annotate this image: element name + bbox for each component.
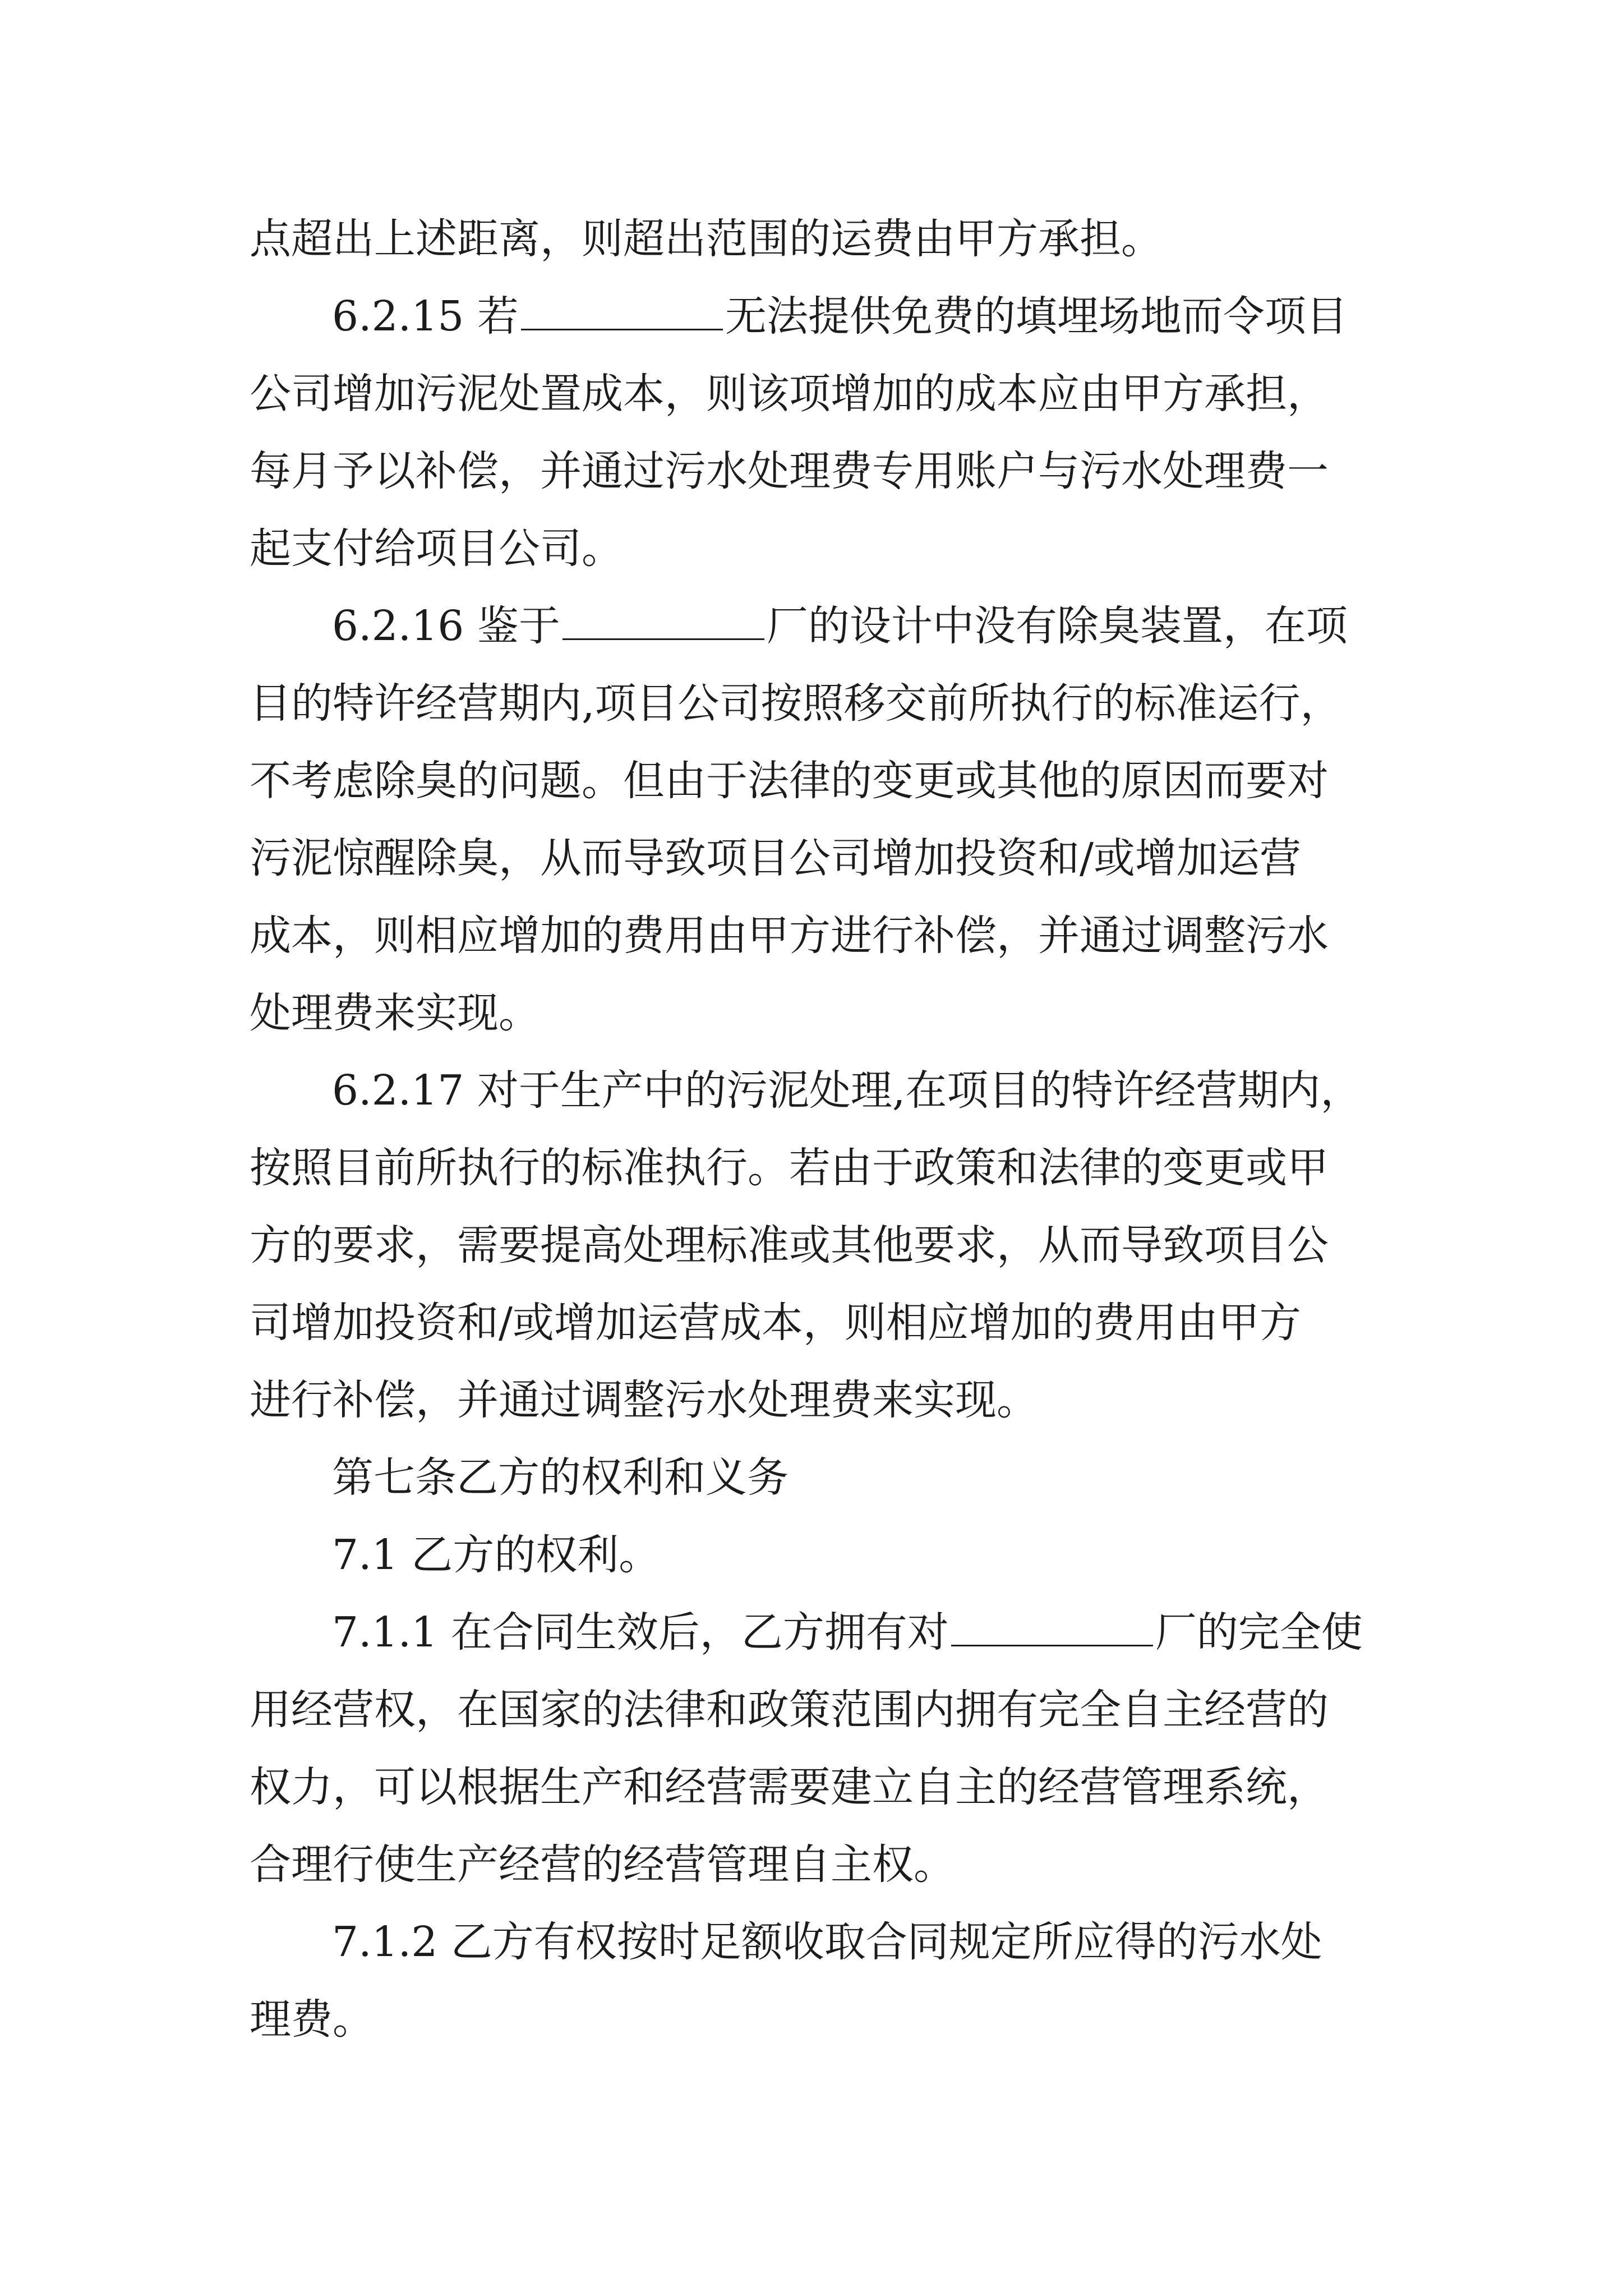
paragraph-line: 每月予以补偿，并通过污水处理费专用账户与污水处理费一 bbox=[250, 447, 1329, 495]
paragraph-line: 公司增加污泥处置成本，则该项增加的成本应由甲方承担， bbox=[250, 370, 1329, 418]
paragraph-line: 目的特许经营期内,项目公司按照移交前所执行的标准运行， bbox=[250, 679, 1342, 728]
paragraph-line: 处理费来实现。 bbox=[250, 989, 540, 1037]
paragraph-line: 起支付给项目公司。 bbox=[250, 524, 623, 573]
paragraph-line: 方的要求，需要提高处理标准或其他要求，从而导致项目公 bbox=[250, 1221, 1329, 1269]
paragraph-line: 不考虑除臭的问题。但由于法律的变更或其他的原因而要对 bbox=[250, 757, 1329, 805]
paragraph-line: 污泥惊醒除臭，从而导致项目公司增加投资和/或增加运营 bbox=[250, 834, 1301, 882]
paragraph-line: 理费。 bbox=[250, 1995, 374, 2044]
subsection-heading: 7.1 乙方的权利。 bbox=[332, 1531, 661, 1579]
paragraph-line: 6.2.16 鉴于 厂的设计中没有除臭装置，在项 bbox=[332, 602, 1348, 650]
paragraph-line: 合理行使生产经营的经营管理自主权。 bbox=[250, 1841, 955, 1889]
paragraph-line: 权力，可以根据生产和经营需要建立自主的经营管理系统， bbox=[250, 1763, 1329, 1811]
fill-in-blank bbox=[562, 605, 764, 640]
paragraph-line: 成本，则相应增加的费用由甲方进行补偿，并通过调整污水 bbox=[250, 912, 1329, 960]
fill-in-blank bbox=[951, 1611, 1153, 1646]
paragraph-line: 点超出上述距离，则超出范围的运费由甲方承担。 bbox=[250, 215, 1163, 263]
paragraph-line: 6.2.17 对于生产中的污泥处理,在项目的特许经营期内， bbox=[332, 1066, 1362, 1115]
paragraph-line: 进行补偿，并通过调整污水处理费来实现。 bbox=[250, 1376, 1038, 1424]
paragraph-line: 按照目前所执行的标准执行。若由于政策和法律的变更或甲 bbox=[250, 1144, 1329, 1192]
paragraph-line: 7.1.1 在合同生效后，乙方拥有对 厂的完全使 bbox=[332, 1608, 1363, 1657]
fill-in-blank bbox=[521, 295, 723, 330]
paragraph-line: 7.1.2 乙方有权按时足额收取合同规定所应得的污水处 bbox=[332, 1918, 1322, 1966]
paragraph-line: 用经营权，在国家的法律和政策范围内拥有完全自主经营的 bbox=[250, 1686, 1329, 1734]
paragraph-line: 6.2.15 若 无法提供免费的填埋场地而令项目 bbox=[332, 292, 1348, 341]
section-heading: 第七条乙方的权利和义务 bbox=[332, 1453, 789, 1502]
paragraph-line: 司增加投资和/或增加运营成本，则相应增加的费用由甲方 bbox=[250, 1299, 1301, 1347]
